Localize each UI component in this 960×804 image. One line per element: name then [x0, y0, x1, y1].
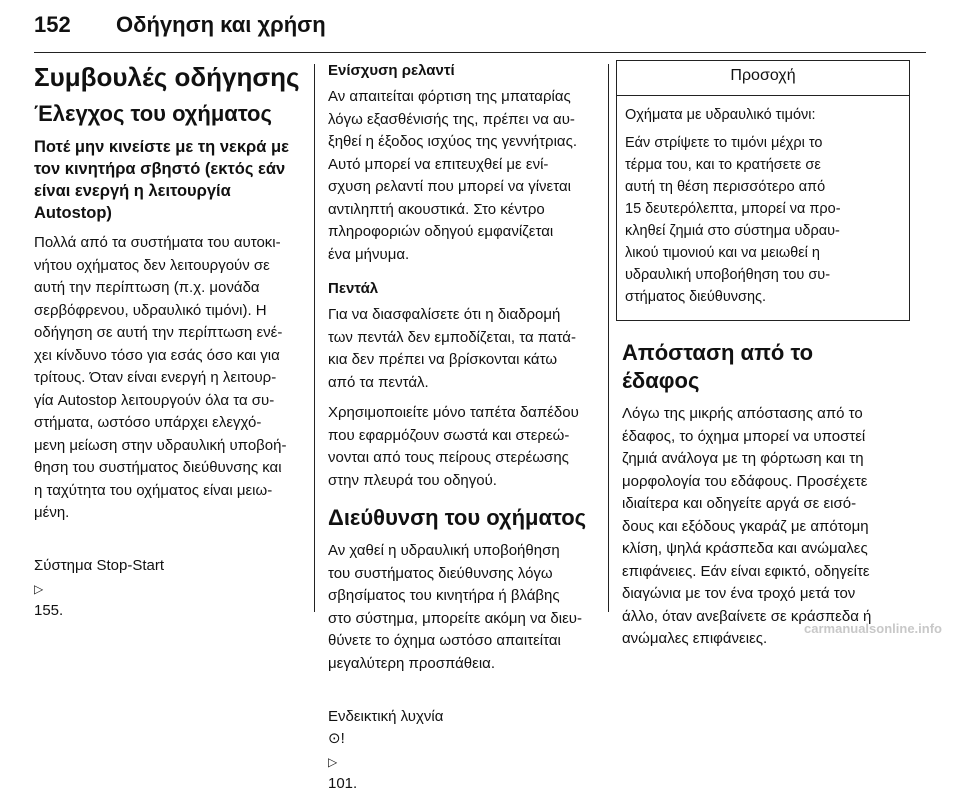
section-heading-steering: Διεύθυνση του οχήματος	[328, 505, 587, 530]
paragraph-steering: Αν χαθεί η υδραυλική υποβοήθηση του συστήματος διεύθυνσης λόγω σβησίματος του κινητήρα ή βλάβης στο σύστημα, μπορείτε ακόμη να διευ- θύνετε το όχημα ωστόσο απαιτείται μεγαλύτερη προσπάθεια.	[328, 542, 582, 672]
subheading-pedals: Πεντάλ	[328, 280, 379, 297]
page-number: 152	[34, 12, 71, 37]
column-middle	[328, 60, 596, 804]
column-divider-right	[608, 64, 609, 612]
reference-arrow-icon: ▷	[328, 754, 338, 769]
watermark: carmanualsonline.info	[804, 621, 942, 636]
subheading-idle-boost: Ενίσχυση ρελαντί	[328, 62, 455, 79]
paragraph-idle-boost: Αν απαιτείται φόρτιση της μπαταρίας λόγω εξασθένισής της, πρέπει να αυ- ξηθεί η έξοδος ισχύος της γεννήτριας. Αυτό μπορεί να επιτευχθεί με ενί- σχυση ρελαντί που μπορεί να γίνεται αντιληπτή ακουστικά. Στο κέντρο πληροφοριών οδηγού εμφανίζεται ένα μήνυμα.	[328, 88, 577, 263]
reference-arrow-icon: ▷	[34, 581, 44, 596]
paragraph-ground-clearance: Λόγω της μικρής απόστασης από το έδαφος, το όχημα μπορεί να υποστεί ζημιά ανάλογα με τη φόρτωση και τη μορφολογία του εδάφους. Προσέχετε ιδιαίτερα και οδηγείτε αργά σε εισό- δους και εξόδους γκαράζ με απότομη κλίση, ψηλά κράσπεδα και ανώμαλες επιφάνειες. Εάν είναι εφικτό, οδηγείτε διαγώνια με τον ένα τροχό μετά τον άλλο, όταν ανεβαίνετε σε κράσπεδα ή ανώμαλες επιφάνειες.	[622, 405, 872, 647]
paragraph-systems-not-working: Πολλά από τα συστήματα του αυτοκι- νήτου οχήματος δεν λειτουργούν σε αυτή την περίπτωση (π.χ. μονάδα σερβόφρενου, υδραυλικό τιμόνι). Η οδήγηση σε αυτή την περίπτωση ενέ- χει κίνδυνο τόσο για εσάς όσο και για τρίτους. Όταν είναι ενεργή η λειτουρ- γία Autostop λειτουργούν όλα τα συ- στήματα, ωστόσο υπάρχει ελεγχό- μενη μείωση στην υδραυλική υποβοή- θηση του συστήματος διεύθυνσης και η ταχύτητα του οχήματος είναι μειω- μένη.	[34, 234, 287, 521]
column-right	[622, 60, 890, 659]
cross-reference-indicator-lamp[interactable]	[328, 683, 596, 796]
subheading-never-coast: Ποτέ μην κινείστε με τη νεκρά με τον κινητήρα σβηστό (εκτός εάν είναι ενεργή η λειτουργία Autostop)	[34, 138, 289, 222]
page-header	[34, 4, 926, 53]
section-heading-vehicle-control: Έλεγχος του οχήματος	[34, 101, 272, 126]
paragraph-pedals-2: Χρησιμοποιείτε μόνο ταπέτα δαπέδου που εφαρμόζουν σωστά και στερεώ- νονται από τους πείρους στερέωσης στην πλευρά του οδηγού.	[328, 404, 579, 489]
reference-label: Ενδεικτική λυχνία	[328, 707, 444, 725]
section-title: Οδήγηση και χρήση	[116, 12, 326, 37]
steering-warning-icon: ⊙!	[328, 730, 345, 747]
caution-text: Εάν στρίψετε το τιμόνι μέχρι το τέρμα του, και το κρατήσετε σε αυτή τη θέση περισσότερο από 15 δευτερόλεπτα, μπορεί να προ- κληθεί ζημιά στο σύστημα υδραυ- λικού τιμονιού και να μειωθεί η υδραυλική υποβοήθηση του συ- στήματος διεύθυνσης.	[625, 135, 841, 305]
reference-page: 155.	[34, 602, 64, 619]
column-left	[34, 60, 302, 631]
chapter-heading: Συμβουλές οδήγησης	[34, 62, 300, 92]
caution-box	[616, 60, 910, 321]
column-divider-left	[314, 64, 315, 612]
reference-page: 101.	[328, 775, 358, 792]
caution-intro: Οχήματα με υδραυλικό τιμόνι:	[625, 107, 816, 123]
paragraph-pedals-1: Για να διασφαλίσετε ότι η διαδρομή των πεντάλ δεν εμποδίζεται, τα πατά- κια δεν πρέπει να βρίσκονται κάτω από τα πεντάλ.	[328, 306, 576, 391]
caution-title: Προσοχή	[617, 61, 909, 96]
section-heading-ground-clearance: Απόσταση από το έδαφος	[622, 340, 814, 393]
reference-label: Σύστημα Stop-Start	[34, 557, 165, 574]
cross-reference-stop-start[interactable]	[34, 533, 302, 623]
